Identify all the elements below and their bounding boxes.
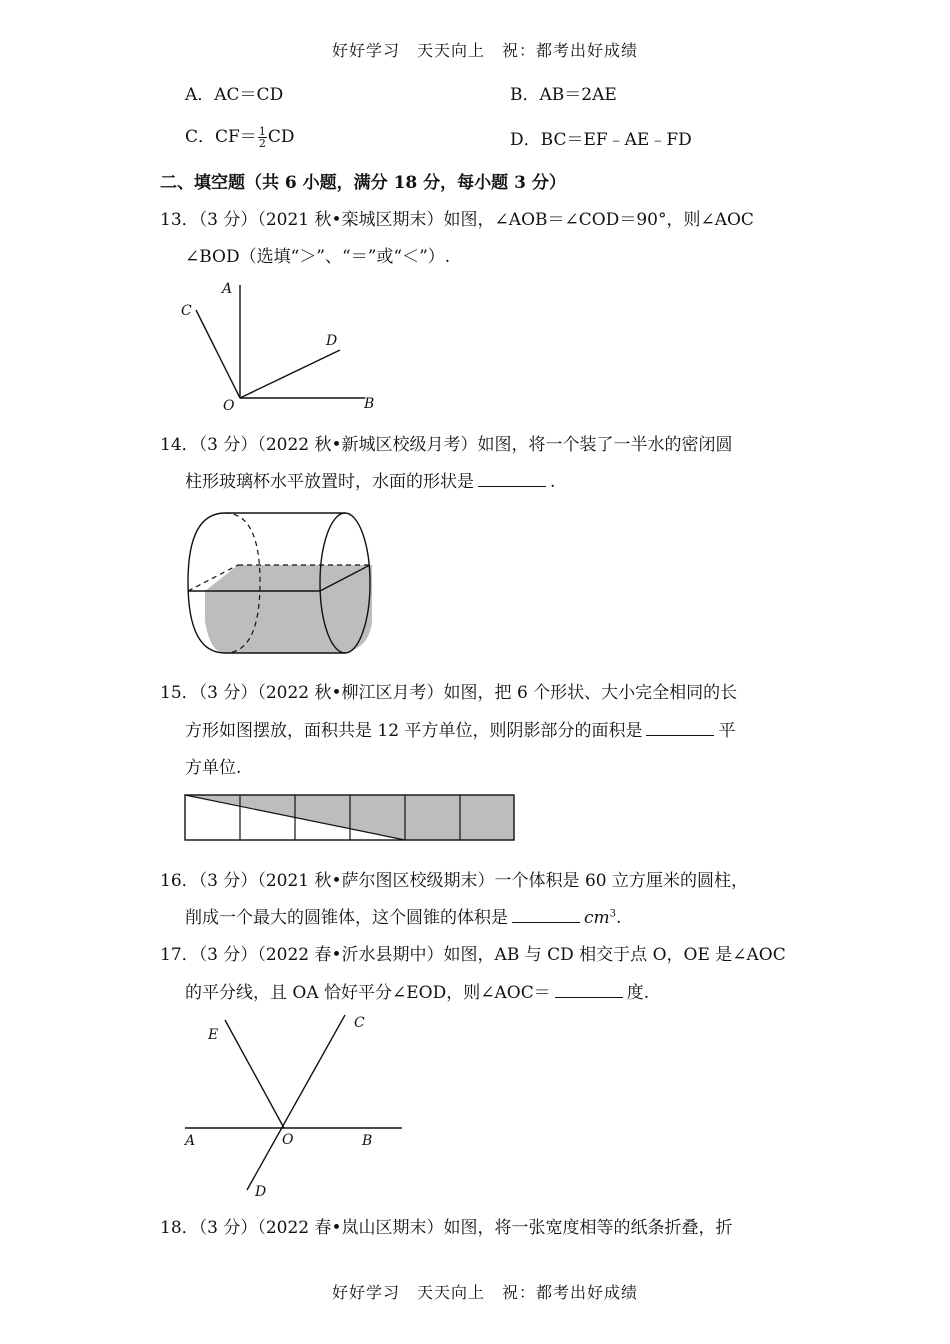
fraction-half [258,126,267,149]
label-b: B [364,396,375,412]
q17-line2 [185,978,649,1003]
q17-line2-text: 的平分线，且 OA 恰好平分∠EOD，则∠AOC＝ [185,983,551,1003]
q17-lines-figure [180,1010,410,1205]
fraction-denominator: 2 [258,137,266,150]
q13-line1: 13．（3 分）（2021 秋•栾城区期末）如图，∠AOB＝∠COD＝90°，则∠AOC [160,210,754,230]
q15-line3: 方单位. [185,758,242,778]
option-b: B．AB＝2AE [510,85,617,105]
label-a: A [222,281,233,297]
q16-line2-end: . [616,908,622,928]
label-o: O [223,398,235,414]
answer-blank-15 [646,721,714,736]
q15-line2-text: 方形如图摆放，面积共是 12 平方单位，则阴影部分的面积是 [185,721,643,741]
line-cd [247,1015,345,1190]
section-title: 二、填空题（共 6 小题，满分 18 分，每小题 3 分） [160,173,566,193]
label-o: O [282,1132,294,1148]
fraction-numerator: 1 [258,125,266,138]
ray-od [240,350,340,398]
ray-oe [225,1020,284,1128]
q17-line2-end: 度. [626,983,650,1003]
label-e: E [208,1027,219,1043]
q16-unit-sup: 3 [609,908,617,920]
q14-line2-end: . [550,472,556,492]
page-footer: 好好学习 天天向上 祝：都考出好成绩 [332,1283,639,1302]
q15-line2-end: 平 [718,721,736,741]
option-d: D．BC＝EF﹣AE﹣FD [510,130,692,150]
ray-oc [196,310,240,398]
q18-line1: 18．（3 分）（2022 春•岚山区期末）如图，将一张宽度相等的纸条折叠，折 [160,1218,733,1238]
answer-blank-14 [478,472,546,487]
option-c [185,122,294,149]
q13-line2: ∠BOD（选填“＞”、“＝”或“＜”）. [185,247,451,267]
q15-line1: 15．（3 分）（2022 秋•柳江区月考）如图，把 6 个形状、大小完全相同的长 [160,683,738,703]
q14-cylinder-figure [180,505,380,660]
option-a: A．AC＝CD [185,85,284,105]
q14-line2-text: 柱形玻璃杯水平放置时，水面的形状是 [185,472,474,492]
label-d: D [326,333,338,349]
q14-line2 [185,467,555,492]
label-a: A [185,1133,196,1149]
q14-line1: 14．（3 分）（2022 秋•新城区校级月考）如图，将一个装了一半水的密闭圆 [160,435,733,455]
q16-line2 [185,903,621,928]
label-d: D [255,1184,267,1200]
q16-line2-text: 削成一个最大的圆锥体，这个圆锥的体积是 [185,908,508,928]
q13-angle-figure [170,275,390,420]
q16-line1: 16．（3 分）（2021 秋•萨尔图区校级期末）一个体积是 60 立方厘米的圆柱， [160,871,748,891]
option-c-prefix: C．CF＝ [185,127,257,147]
q16-unit: cm [584,908,610,928]
label-b: B [362,1133,373,1149]
answer-blank-17 [555,983,623,998]
label-c: C [181,303,192,319]
q15-line2 [185,716,735,741]
answer-blank-16 [512,908,580,923]
q17-line1: 17．（3 分）（2022 春•沂水县期中）如图，AB 与 CD 相交于点 O，OE 是∠AOC [160,945,786,965]
page-header: 好好学习 天天向上 祝：都考出好成绩 [332,41,639,60]
q15-rectangles-figure [184,794,516,842]
option-c-suffix: CD [267,127,295,147]
label-c: C [354,1015,365,1031]
